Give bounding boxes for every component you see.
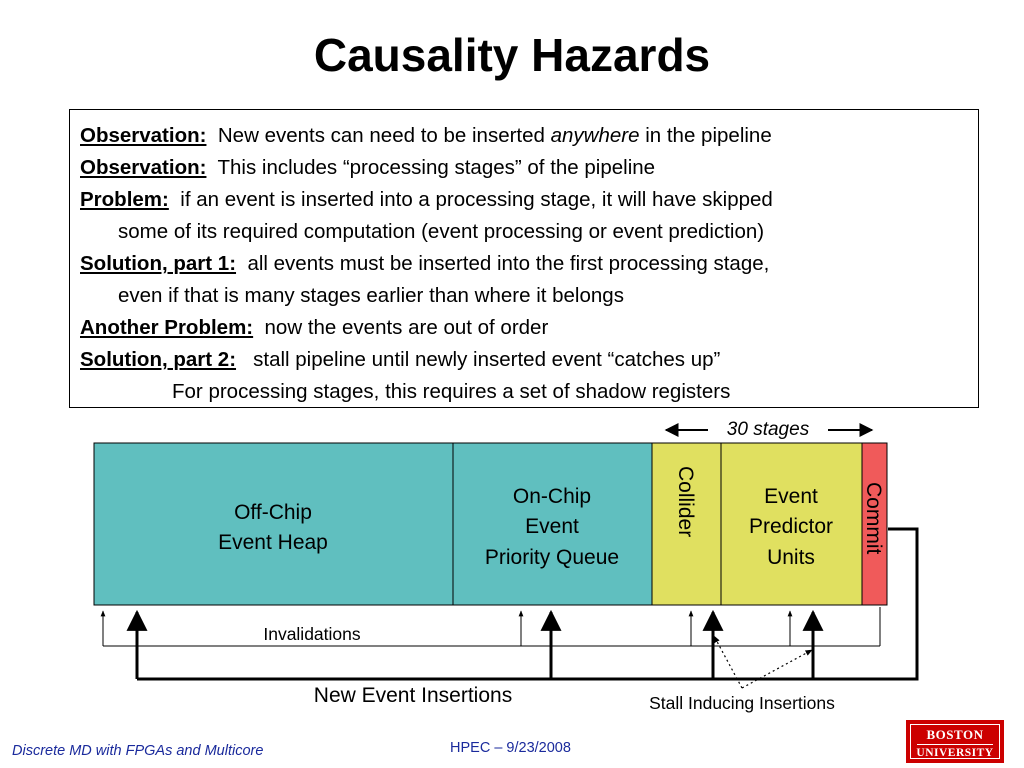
solution-part-1-text: all events must be inserted into the first processing stage,	[247, 252, 770, 275]
footer-date: HPEC – 9/23/2008	[450, 740, 571, 756]
observation-2-text: This includes “processing stages” of the pipeline	[217, 156, 656, 179]
logo-bottom-text: UNIVERSITY	[916, 747, 994, 759]
solution-part-1-continuation: even if that is many stages earlier than where it belongs	[118, 284, 624, 307]
boston-university-logo	[906, 720, 1004, 763]
predictor-label-2: Predictor	[748, 515, 834, 538]
off-chip-label-1: Off-Chip	[234, 501, 312, 524]
stall-inducing-label: Stall Inducing Insertions	[649, 693, 835, 713]
footer-left-text: Discrete MD with FPGAs and Multicore	[12, 743, 264, 759]
slide-title: Causality Hazards	[313, 29, 711, 81]
new-event-insertions-label: New Event Insertions	[313, 684, 513, 707]
predictor-label-1: Event	[764, 485, 818, 508]
logo-top-text: BOSTON	[926, 727, 984, 742]
observation-2-label: Observation:	[80, 156, 207, 179]
solution-part-2-text: stall pipeline until newly inserted event “catches up”	[253, 348, 721, 371]
predictor-label-3: Units	[767, 546, 815, 569]
observation-1-text-post: in the pipeline	[639, 124, 772, 147]
problem-continuation: some of its required computation (event processing or event prediction)	[118, 220, 765, 243]
invalidations-label: Invalidations	[263, 624, 361, 644]
solution-part-2-label: Solution, part 2:	[80, 348, 237, 371]
observation-1-text-pre: New events can need to be inserted	[217, 124, 551, 147]
off-chip-label-2: Event Heap	[218, 531, 328, 554]
another-problem-label: Another Problem:	[80, 316, 254, 339]
observation-1-emphasis: anywhere	[550, 124, 640, 147]
priority-queue-label-3: Priority Queue	[484, 546, 620, 569]
priority-queue-label-1: On-Chip	[512, 485, 592, 508]
problem-label: Problem:	[80, 188, 169, 211]
problem-text: if an event is inserted into a processing stage, it will have skipped	[180, 188, 773, 211]
commit-label: Commit	[862, 482, 885, 555]
collider-label: Collider	[674, 466, 697, 538]
solution-part-2-continuation: For processing stages, this requires a set of shadow registers	[172, 380, 731, 403]
another-problem-text: now the events are out of order	[264, 316, 549, 339]
invalidation-lines	[103, 607, 880, 646]
block-off-chip-heap	[94, 443, 453, 605]
priority-queue-label-2: Event	[525, 515, 579, 538]
observation-1-label: Observation:	[80, 124, 207, 147]
stages-label: 30 stages	[726, 419, 810, 440]
solution-part-1-label: Solution, part 1:	[80, 252, 237, 275]
